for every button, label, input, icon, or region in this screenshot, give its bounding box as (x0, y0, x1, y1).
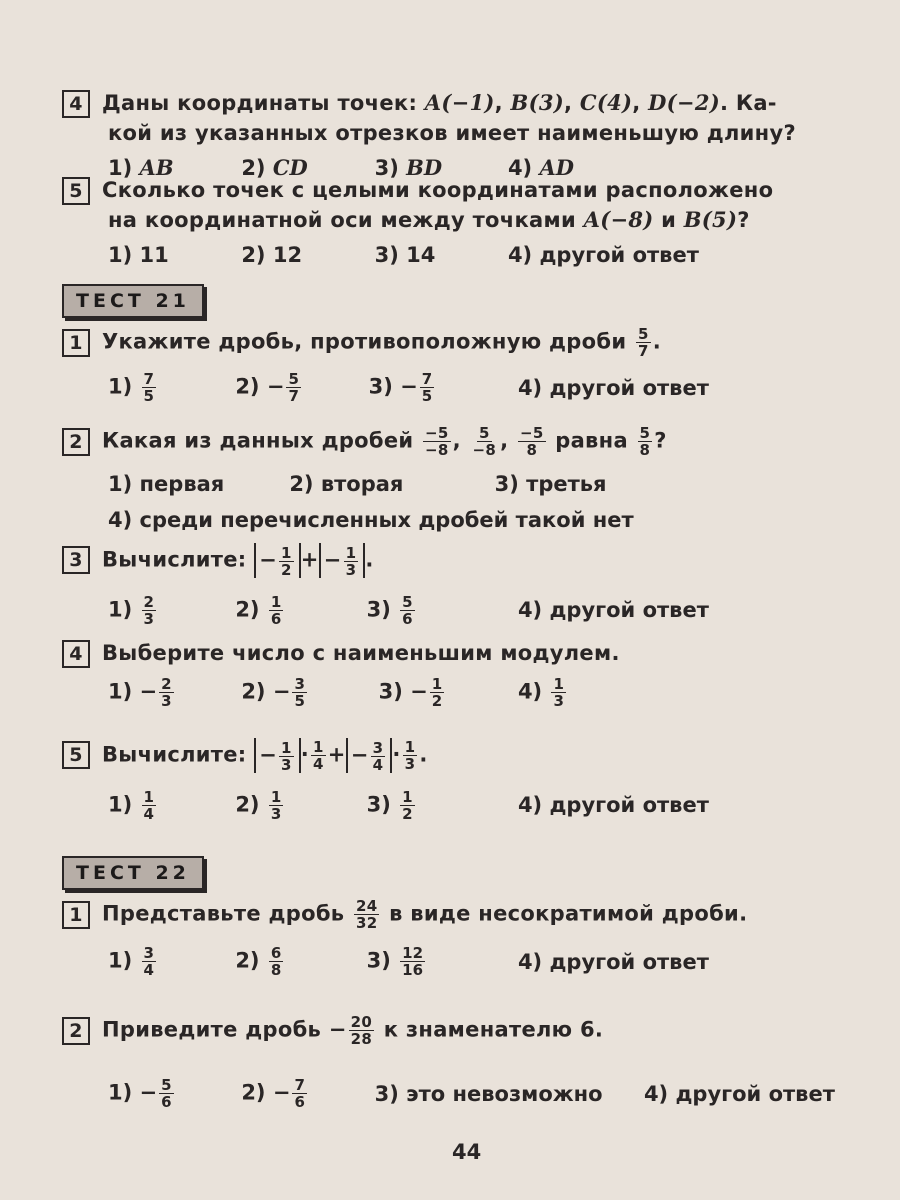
absolute-value: − $\frac{1}{3}$ (254, 738, 301, 773)
option-3: 3) третья (494, 472, 607, 496)
prev-question-4: 4 Даны координаты точек: A(−1), B(3), C(4), D(−2). Ка- кой из указанных отрезков имеет наименьшую длину? 1) AB 2) CD 3) BD 4) AD (62, 88, 882, 183)
question-number: 5 (62, 741, 90, 769)
option-3: 3) − $\frac{1}{2}$ (378, 675, 443, 710)
option-1: 1) первая (108, 472, 225, 496)
question-number: 1 (62, 901, 90, 929)
question-number: 5 (62, 177, 90, 205)
option-1: 1) − $\frac{2}{3}$ (108, 675, 172, 710)
option-3: 3) $\frac{12}{16}$ (366, 944, 424, 979)
option-3: 3) $\frac{5}{6}$ (366, 592, 413, 628)
option-4: 4) среди перечисленных дробей такой нет (108, 508, 634, 532)
option-1: 1) − $\frac{5}{6}$ (108, 1076, 172, 1111)
option-4: 4) другой ответ (517, 949, 709, 974)
test-21-title: ТЕСТ 21 (62, 284, 204, 318)
absolute-value: − $\frac{1}{3}$ (319, 543, 366, 578)
option-2: 2) $\frac{1}{6}$ (235, 592, 282, 628)
test21-question-3: 3 Вычислите: − $\frac{1}{2}$ + − $\frac{1}{3}$ . 1) $\frac{2}{3}$ 2) $\frac{1}{6}$ 3) $\frac{5}{6}$ 4) другой ответ (62, 543, 882, 627)
option-4: 4) другой ответ (517, 375, 709, 400)
option-2: 2) − $\frac{7}{6}$ (241, 1076, 305, 1111)
test22-question-1: 1 Представьте дробь $\frac{24}{32}$ в виде несократимой дроби. 1) $\frac{3}{4}$ 2) $\frac{6}{8}$ 3) $\frac{12}{16}$ 4) другой ответ (62, 898, 882, 978)
test21-question-2: 2 Какая из данных дробей $\frac{-5}{-8}$ , $\frac{5}{-8}$ , $\frac{-5}{8}$ равна $\frac{5}{8}$ ? 1) первая 2) вторая 3) третья 4) среди перечисленных дробей такой нет (62, 425, 882, 535)
option-4: 4) другой ответ (517, 598, 709, 622)
option-1: 1) $\frac{1}{4}$ (108, 787, 154, 823)
option-4: 4) AD (507, 155, 574, 180)
option-4: 4) $\frac{1}{3}$ (517, 675, 564, 710)
fraction: $\frac{5}{7}$ (637, 325, 649, 360)
option-4: 4) другой ответ (643, 1081, 835, 1106)
option-4: 4) другой ответ (517, 793, 709, 817)
question-number: 1 (62, 329, 90, 357)
fraction: $\frac{1}{4}$ (313, 737, 324, 773)
option-4: 4) другой ответ (507, 243, 699, 267)
question-number: 3 (62, 546, 90, 574)
test21-question-4: 4 Выберите число с наименьшим модулем. 1) − $\frac{2}{3}$ 2) − $\frac{3}{5}$ 3) − $\frac{1}{2}$ 4) $\frac{1}{3}$ (62, 638, 882, 709)
absolute-value: − $\frac{3}{4}$ (346, 738, 393, 773)
option-2: 2) − $\frac{5}{7}$ (235, 370, 299, 405)
option-1: 1) AB (108, 155, 174, 180)
option-1: 1) 11 (108, 243, 169, 267)
test-22-title: ТЕСТ 22 (62, 856, 204, 890)
option-2: 2) $\frac{6}{8}$ (235, 944, 282, 979)
fraction: $\frac{-5}{-8}$ (425, 424, 449, 459)
fraction: $\frac{1}{3}$ (404, 737, 416, 773)
test22-question-2: 2 Приведите дробь − $\frac{20}{28}$ к знаменателю 6. 1) − $\frac{5}{6}$ 2) − $\frac{7}{6}$ 3) это невозможно 4) другой ответ (62, 1014, 882, 1110)
test21-question-5: 5 Вычислите: − $\frac{1}{3}$ · $\frac{1}{4}$ + − $\frac{3}{4}$ · $\frac{1}{3}$ . 1) $\frac{1}{4}$ 2) $\frac{1}{3}$ 3) $\frac{1}{2}$ 4) другой ответ (62, 738, 882, 822)
option-3: 3) $\frac{1}{2}$ (366, 787, 413, 823)
fraction: $\frac{24}{32}$ (355, 897, 378, 932)
option-2: 2) вторая (289, 472, 404, 496)
option-2: 2) 12 (241, 243, 303, 267)
question-number: 2 (62, 1017, 90, 1045)
fraction: $\frac{5}{-8}$ (472, 424, 497, 459)
option-3: 3) − $\frac{7}{5}$ (368, 370, 433, 405)
option-2: 2) − $\frac{3}{5}$ (241, 675, 305, 710)
option-3: 3) 14 (374, 243, 436, 267)
option-3: 3) это невозможно (374, 1081, 603, 1106)
fraction: $\frac{20}{28}$ (350, 1013, 373, 1048)
question-number: 4 (62, 90, 90, 118)
option-2: 2) CD (241, 155, 308, 180)
page-number: 44 (452, 1140, 482, 1164)
fraction: $\frac{-5}{8}$ (520, 424, 544, 459)
option-3: 3) BD (374, 155, 443, 180)
absolute-value: − $\frac{1}{2}$ (254, 543, 301, 578)
test21-question-1: 1 Укажите дробь, противоположную дроби $\frac{5}{7}$ . 1) $\frac{7}{5}$ 2) − $\frac{5}{7}$ 3) − $\frac{7}{5}$ 4) другой ответ (62, 326, 882, 404)
option-1: 1) $\frac{2}{3}$ (108, 592, 154, 628)
question-number: 4 (62, 640, 90, 668)
prev-question-5: 5 Сколько точек с целыми координатами расположено на координатной оси между точками A(−8) и B(5)? 1) 11 2) 12 3) 14 4) другой ответ (62, 175, 882, 270)
option-1: 1) $\frac{3}{4}$ (108, 944, 154, 979)
question-number: 2 (62, 428, 90, 456)
option-2: 2) $\frac{1}{3}$ (235, 787, 282, 823)
fraction: $\frac{5}{8}$ (639, 424, 651, 459)
option-1: 1) $\frac{7}{5}$ (108, 370, 154, 405)
